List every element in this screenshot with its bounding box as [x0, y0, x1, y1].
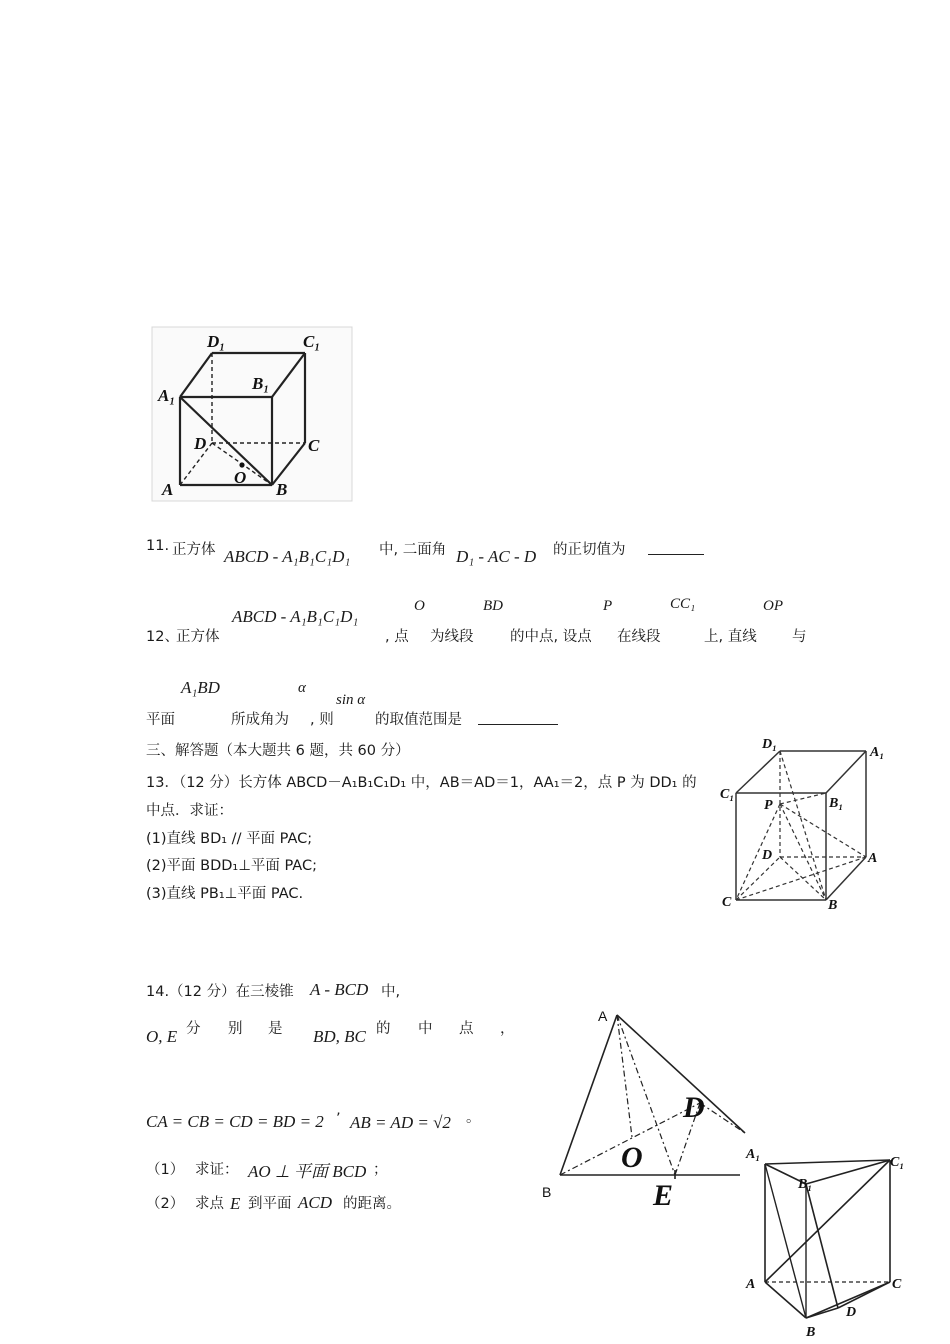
- q13-item-3: (3)直线 PB₁⊥平面 PAC.: [146, 886, 304, 902]
- cube-label-c: C: [308, 436, 320, 455]
- q14-line2-w5: 中: [418, 1021, 433, 1037]
- q14-item2-text3: 的距离。: [343, 1196, 401, 1212]
- q14-line1-expr: A - BCD: [310, 980, 369, 999]
- cube-label-d1: D₁: [207, 332, 226, 351]
- q14-item2-expr2: ACD: [298, 1193, 332, 1212]
- q12-line1-part3: 在线段: [617, 629, 661, 645]
- q14-line3-expr2: AB = AD = √2: [350, 1113, 451, 1132]
- q11-text1: 正方体: [172, 542, 216, 558]
- section-3-title: 三、解答题（本大题共 6 题，共 60 分）: [146, 743, 410, 759]
- q12-line2-part0: 平面: [146, 712, 175, 728]
- q14-item2-text1: 求点: [195, 1196, 224, 1212]
- q12-sym-a1bd: A₁BD: [181, 678, 220, 697]
- cube-figure: [150, 325, 370, 505]
- tetra-label-d: D: [683, 1091, 705, 1124]
- q12-line1-part1: 为线段: [430, 629, 474, 645]
- cuboid-label-d1: D₁: [762, 737, 777, 752]
- q14-line1-end: 中,: [381, 984, 401, 1000]
- q14-line2-w3: 是: [268, 1021, 283, 1037]
- q14-line3-end: 。: [466, 1110, 481, 1126]
- q12-sym-op: OP: [763, 598, 783, 614]
- cuboid-label-c: C: [722, 895, 732, 910]
- cube-label-d: D: [194, 434, 207, 453]
- cuboid-label-c1: C₁: [720, 787, 735, 802]
- q12-line1-part0: , 点: [385, 629, 409, 645]
- q11-answer-blank[interactable]: [648, 553, 704, 555]
- q14-item1-text: 求证：: [195, 1162, 239, 1178]
- q11-text2: 中, 二面角: [379, 542, 447, 558]
- cuboid-label-p: P: [764, 798, 773, 813]
- prism-figure: [740, 1140, 920, 1340]
- prism-label-c1: C₁: [890, 1155, 905, 1170]
- cube-label-b1: B₁: [252, 374, 270, 393]
- prism-label-c: C: [892, 1277, 902, 1292]
- q13-item-2: (2)平面 BDD₁⊥平面 PAC;: [146, 858, 317, 874]
- cuboid-figure: [718, 735, 898, 915]
- q14-line2-w1: 分: [186, 1021, 201, 1037]
- tetra-label-b: B: [542, 1184, 552, 1200]
- prism-label-d: D: [846, 1305, 857, 1320]
- q14-line3-sep: ’: [336, 1111, 341, 1127]
- cube-label-a: A: [162, 480, 174, 499]
- q12-line1-part4: 上, 直线: [704, 629, 757, 645]
- q12-line1-part5: 与: [792, 629, 807, 645]
- cuboid-label-a1: A₁: [870, 745, 885, 760]
- q12-text1: 正方体: [176, 629, 220, 645]
- q12-line2-part3: 的取值范围是: [375, 712, 462, 728]
- q12-answer-blank[interactable]: [478, 723, 558, 725]
- cube-label-b: B: [276, 480, 288, 499]
- cube-label-c1: C₁: [303, 332, 321, 351]
- q14-item2-expr1: E: [230, 1194, 241, 1213]
- q14-item2-text2: 到平面: [248, 1196, 292, 1212]
- q14-line2-w2: 别: [228, 1021, 243, 1037]
- cuboid-label-a: A: [868, 851, 878, 866]
- q12-line2-part2: , 则: [310, 712, 334, 728]
- prism-label-a1: A₁: [746, 1147, 761, 1162]
- q14-line1-text: 14.（12 分）在三棱锥: [146, 984, 294, 1000]
- q11-expr2: D₁ - AC - D: [456, 547, 537, 566]
- prism-label-b: B: [806, 1325, 816, 1340]
- tetrahedron-figure: [535, 1005, 750, 1215]
- q11-number: 11.: [146, 538, 170, 554]
- q12-number: 12、: [146, 629, 179, 645]
- q12-line2-part1: 所成角为: [231, 712, 289, 728]
- cuboid-label-b: B: [828, 898, 838, 913]
- q13-item-1: (1)直线 BD₁ // 平面 PAC;: [146, 831, 313, 847]
- q14-line3-expr: CA = CB = CD = BD = 2: [146, 1112, 324, 1131]
- tetra-label-o: O: [621, 1141, 643, 1174]
- cuboid-label-d: D: [762, 848, 773, 863]
- cuboid-label-b1: B₁: [829, 796, 844, 811]
- tetra-label-e: E: [653, 1179, 674, 1212]
- tetra-label-a: A: [598, 1008, 608, 1024]
- q12-sym-bd: BD: [483, 598, 503, 614]
- q14-item1-end: ；: [373, 1162, 388, 1178]
- cube-label-a1: A₁: [158, 386, 176, 405]
- q14-line2-expr2: BD, BC: [313, 1027, 366, 1046]
- q14-line2-w6: 点: [459, 1021, 474, 1037]
- q12-sym-cc1: CC₁: [670, 596, 696, 612]
- q14-line2-w4: 的: [376, 1021, 391, 1037]
- q14-line2-w7: ，: [500, 1021, 515, 1037]
- q14-item1-label: （1）: [146, 1162, 185, 1178]
- q14-line2-expr1: O, E: [146, 1027, 178, 1046]
- q12-expr1: ABCD - A₁B₁C₁D₁: [232, 607, 359, 626]
- prism-label-b1: B₁: [798, 1177, 813, 1192]
- q12-sym-p: P: [603, 598, 613, 614]
- q14-item1-expr: AO ⊥ 平面 BCD: [248, 1162, 367, 1181]
- q13-line2: 中点．求证：: [146, 803, 233, 819]
- q13-line1: 13．（12 分）长方体 ABCD－A₁B₁C₁D₁ 中，AB＝AD＝1，AA₁＝2，点 P 为 DD₁ 的: [146, 775, 697, 791]
- q12-line1-part2: 的中点, 设点: [510, 629, 592, 645]
- q12-sym-alpha: α: [298, 680, 306, 696]
- q11-expr1: ABCD - A₁B₁C₁D₁: [224, 547, 351, 566]
- q14-item2-label: （2）: [146, 1196, 185, 1212]
- cube-label-o: O: [234, 468, 247, 487]
- q12-sym-sina: sin α: [336, 692, 366, 708]
- q12-sym-o: O: [414, 598, 425, 614]
- prism-label-a: A: [746, 1277, 756, 1292]
- q11-text3: 的正切值为: [553, 542, 626, 558]
